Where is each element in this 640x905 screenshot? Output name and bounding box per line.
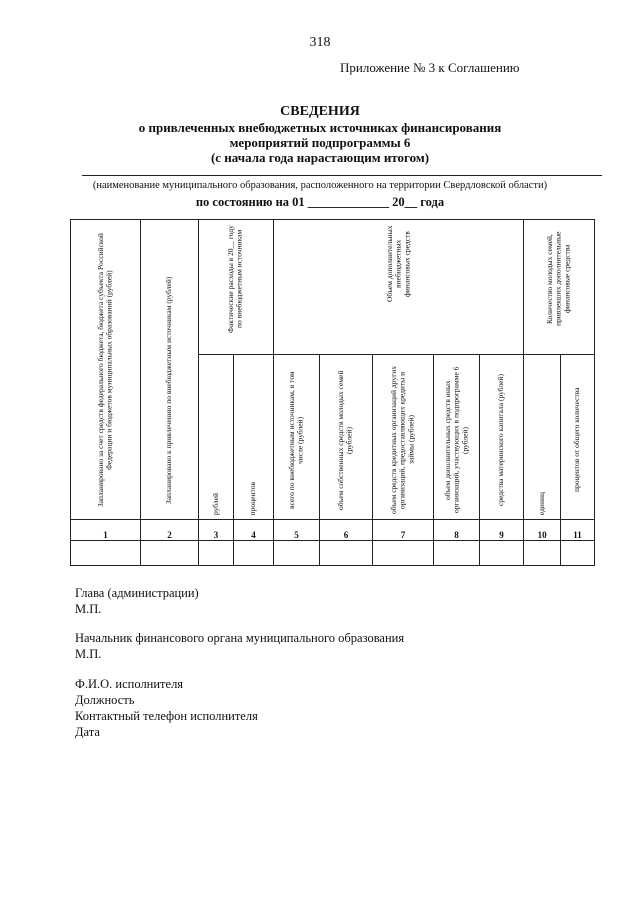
date-label: Дата [75, 725, 100, 739]
column-numbers-row [71, 520, 595, 541]
col-number: 4 [234, 520, 274, 541]
col-number: 11 [561, 520, 595, 541]
data-cell[interactable] [480, 541, 524, 566]
doc-subtitle-1: о привлеченных внебюджетных источниках финансирования [138, 120, 502, 135]
col-number: 10 [524, 520, 561, 541]
doc-title: СВЕДЕНИЯ [280, 104, 360, 119]
header-sub-8: объем дополнительных средств иных организаций, участвующих в подпрограмме 6 (рублей) [434, 355, 480, 520]
header-group-additional: Объем дополнительных внебюджетных финансовых средств [274, 220, 524, 355]
data-cell[interactable] [320, 541, 373, 566]
doc-subtitle-2: мероприятий подпрограммы 6 [229, 135, 411, 150]
header-col-2: Запланировано к привлечению по внебюджетным источникам (рублей) [141, 220, 199, 520]
as-of-date-line: по состоянию на 01 _____________ 20__ года [195, 195, 445, 209]
data-cell[interactable] [274, 541, 320, 566]
header-group-families: Количество молодых семей, привлекших дополнительные финансовые средства [524, 220, 595, 355]
executor-position-label: Должность [75, 693, 135, 707]
header-sub-10: единиц [524, 355, 561, 520]
doc-subtitle-3: (с начала года нарастающим итогом) [210, 150, 430, 165]
header-sub-4: процентов [234, 355, 274, 520]
header-sub-11: процентов от общего количества [561, 355, 595, 520]
col-number: 8 [434, 520, 480, 541]
data-cell[interactable] [561, 541, 595, 566]
data-cell[interactable] [141, 541, 199, 566]
col-number: 2 [141, 520, 199, 541]
col-number: 5 [274, 520, 320, 541]
data-cell[interactable] [524, 541, 561, 566]
data-table [70, 219, 595, 566]
data-cell[interactable] [373, 541, 434, 566]
name-underline [82, 175, 602, 176]
executor-name-label: Ф.И.О. исполнителя [75, 677, 184, 691]
data-row-empty [71, 541, 595, 566]
signature-finance-label: Начальник финансового органа муниципального образования [75, 631, 405, 645]
signature-head-label: Глава (администрации) [75, 586, 199, 600]
header-sub-3: рублей [199, 355, 234, 520]
stamp-label-2: М.П. [75, 647, 102, 661]
header-sub-5: всего по внебюджетным источникам, в том числе (рублей) [274, 355, 320, 520]
header-sub-9: средства материнского капитала (рублей) [480, 355, 524, 520]
col-number: 7 [373, 520, 434, 541]
data-cell[interactable] [199, 541, 234, 566]
col-number: 9 [480, 520, 524, 541]
col-number: 6 [320, 520, 373, 541]
data-cell[interactable] [434, 541, 480, 566]
header-sub-7: объем средств кредитных организаций других организаций, предоставляющих кредиты и займы (рублей) [373, 355, 434, 520]
data-cell[interactable] [234, 541, 274, 566]
stamp-label-1: М.П. [75, 602, 102, 616]
appendix-label: Приложение № 3 к Соглашению [340, 60, 520, 75]
header-sub-6: объем собственных средств молодых семей (рублей) [320, 355, 373, 520]
data-cell[interactable] [71, 541, 141, 566]
header-group-actual: Фактические расходы в 20__ году по внебюджетным источникам [199, 220, 274, 355]
municipality-caption: (наименование муниципального образования, расположенного на территории Свердловской области) [92, 180, 548, 191]
page-number: 318 [309, 35, 331, 50]
executor-phone-label: Контактный телефон исполнителя [75, 709, 258, 723]
col-number: 3 [199, 520, 234, 541]
header-col-1: Запланировано за счет средств федерального бюджета, бюджета субъекта Российской Федерации и бюджетов муниципальных образований (рублей) [71, 220, 141, 520]
col-number: 1 [71, 520, 141, 541]
